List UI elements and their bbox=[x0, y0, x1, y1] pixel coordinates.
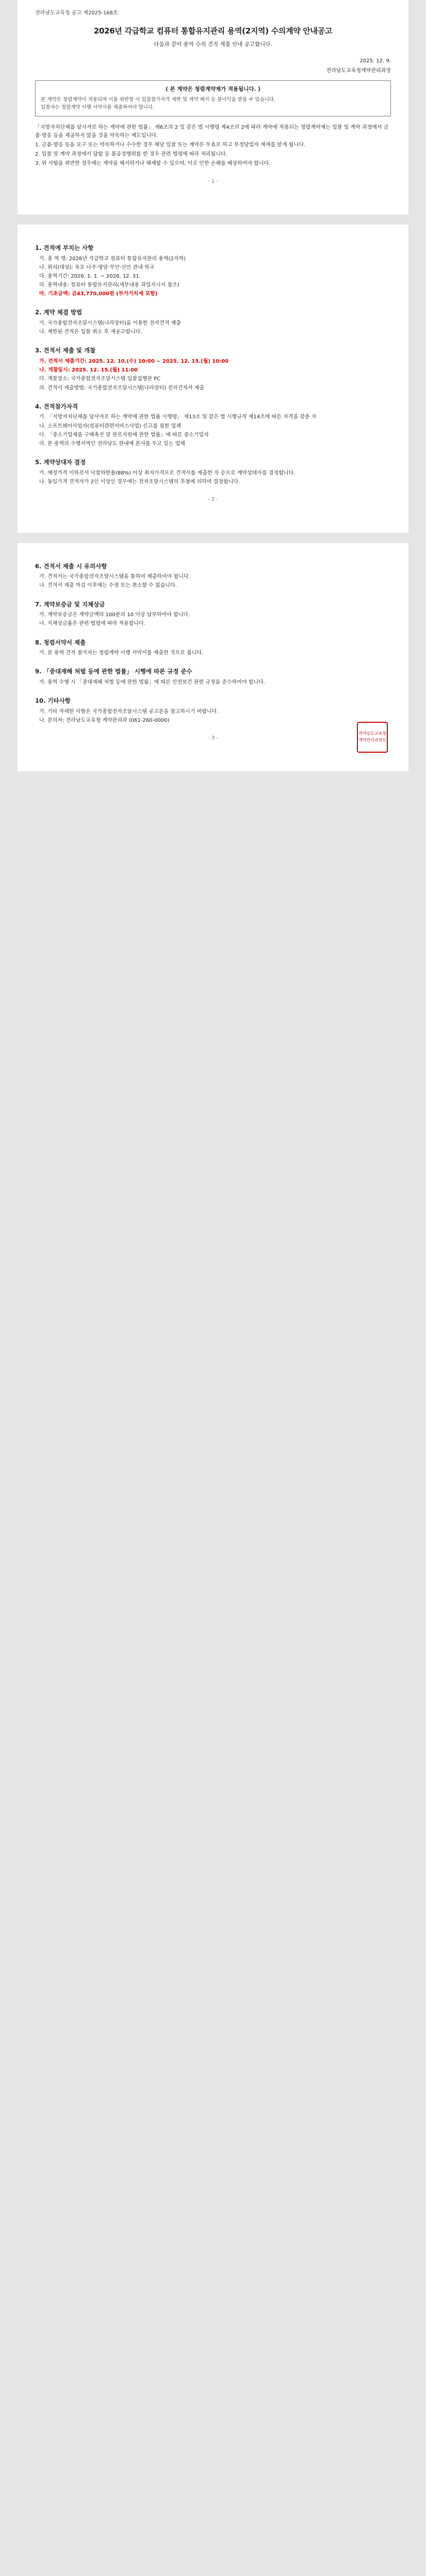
section-item: 마. 기초금액: 금43,770,000원 (부가가치세 포함) bbox=[39, 291, 158, 297]
section-item: 나. 문의처: 전라남도교육청 계약관리과 (061-260-0000) bbox=[39, 718, 170, 724]
section-title: 6. 견적서 제출 시 유의사항 bbox=[35, 562, 107, 570]
section-item: 다. 개찰장소: 국가종합전자조달시스템 입찰집행관 PC bbox=[39, 376, 161, 382]
organization: 전라남도교육청계약관리과장 bbox=[326, 67, 391, 74]
page-number: - 1 - bbox=[208, 178, 218, 184]
page-number: - 3 - bbox=[208, 735, 218, 741]
section-title: 1. 견적에 부치는 사항 bbox=[35, 244, 94, 251]
sections-part-2 bbox=[35, 562, 391, 725]
section-item: 가. 본 용역 견적 참가자는 청렴계약 이행 서약서를 제출한 것으로 봅니다. bbox=[39, 650, 204, 656]
section-item: 나. 소프트웨어사업자(컴퓨터관련서비스사업) 신고를 필한 업체 bbox=[39, 423, 181, 429]
date: 2025. 12. 9. bbox=[359, 58, 391, 64]
document-title: 2026년 각급학교 컴퓨터 통합유지관리 용역(2지역) 수의계약 안내공고 bbox=[93, 26, 333, 36]
document-page bbox=[18, 0, 408, 214]
section-item: 가. 기타 자세한 사항은 국가종합전자조달시스템 공고문을 참고하시기 바랍니다. bbox=[39, 708, 219, 715]
section-item: 라. 견적서 제출방법: 국가종합전자조달시스템(나라장터) 전자견적서 제출 bbox=[39, 385, 205, 391]
section-title: 2. 계약 체결 방법 bbox=[35, 309, 83, 316]
intro-paragraph: 「지방자치단체를 당사자로 하는 계약에 관한 법률」 제6조의 2 및 같은 법 시행령 제4조의 2에 따라 계약에 적용되는 청렴계약제는 입찰 및 계약 과정에서 금품·향응 등을 제공하지 않을 것을 약속하는 제도입니다. bbox=[35, 124, 389, 139]
intro-paragraphs bbox=[35, 124, 391, 168]
page-separator bbox=[0, 214, 426, 225]
section-item: 가. 견적서는 국가종합전자조달시스템을 통하여 제출하여야 합니다. bbox=[39, 574, 190, 580]
sections-part-1 bbox=[35, 243, 391, 486]
section-item: 나. 동일가격 견적자가 2인 이상인 경우에는 전자조달시스템의 추첨에 의하여 결정합니다. bbox=[39, 479, 240, 485]
section-item: 나. 개찰일시: 2025. 12. 15.(월) 11:00 bbox=[39, 367, 138, 374]
official-seal: 전라남도교육청계약관리과장인 bbox=[357, 722, 388, 753]
intro-paragraph: 1. 금품·향응 등을 요구 또는 약속하거나 수수한 경우 해당 입찰 또는 계약은 무효로 하고 부정당업자 제재를 받게 됩니다. bbox=[35, 142, 305, 148]
section-item: 다. 용역기간: 2026. 1. 1. ~ 2026. 12. 31. bbox=[39, 273, 141, 279]
section-title: 4. 견적참가자격 bbox=[35, 402, 78, 410]
section-item: 다. 「중소기업제품 구매촉진 및 판로지원에 관한 법률」에 따른 중소기업자 bbox=[39, 432, 209, 438]
notice-number: 전라남도교육청 공고 제2025-168호 bbox=[35, 10, 118, 16]
integrity-contract-box bbox=[35, 80, 391, 116]
document-page bbox=[18, 543, 408, 771]
page-number: - 2 - bbox=[208, 497, 218, 503]
section-item: 가. 용역 수행 시 「중대재해 처벌 등에 관한 법률」에 따른 안전보건 관련 규정을 준수하여야 합니다. bbox=[39, 680, 265, 686]
intro-paragraph: 3. 위 사항을 위반한 경우에는 계약을 해지하거나 해제할 수 있으며, 이로 인한 손해를 배상하여야 합니다. bbox=[35, 161, 271, 167]
section-title: 8. 청렴서약서 제출 bbox=[35, 638, 86, 646]
page-separator bbox=[0, 533, 426, 543]
section-item: 나. 지체상금률은 관련 법령에 따라 적용합니다. bbox=[39, 621, 145, 627]
intro-paragraph: 2. 입찰 및 계약 과정에서 담합 등 불공정행위를 한 경우 관련 법령에 따라 처리됩니다. bbox=[35, 151, 227, 158]
section-item: 라. 본 용역의 수행지역인 전라남도 관내에 본사를 두고 있는 업체 bbox=[39, 441, 185, 447]
section-item: 가. 국가종합전자조달시스템(나라장터)을 이용한 전자견적 제출 bbox=[39, 320, 181, 327]
section-item: 가. 용 역 명: 2026년 각급학교 컴퓨터 통합유지관리 용역(2지역) bbox=[39, 256, 186, 262]
section-title: 3. 견적서 제출 및 개찰 bbox=[35, 347, 96, 354]
section-item: 가. 「지방자치단체를 당사자로 하는 계약에 관한 법률 시행령」 제13조 및 같은 법 시행규칙 제14조에 따른 자격을 갖춘 자 bbox=[39, 414, 317, 420]
section-item: 가. 예정가격 이하로서 낙찰하한율(88%) 이상 최저가격으로 견적서를 제출한 자 순으로 계약상대자를 결정합니다. bbox=[39, 470, 296, 476]
integrity-item: 입찰자는 청렴계약 이행 서약서를 제출하여야 합니다. bbox=[41, 105, 155, 111]
section-title: 9. 「중대재해 처벌 등에 관한 법률」 시행에 따른 규정 준수 bbox=[35, 668, 192, 675]
section-title: 10. 기타사항 bbox=[35, 697, 71, 705]
integrity-title: ( 본 계약은 청렴계약제가 적용됩니다. ) bbox=[165, 86, 260, 92]
section-item: 가. 견적서 제출기간: 2025. 12. 10.(수) 10:00 ~ 2025. 12. 15.(월) 10:00 bbox=[39, 359, 229, 365]
integrity-item: 본 계약은 청렴계약이 적용되며 이를 위반할 시 입찰참가자격 제한 및 계약 해지 등 불이익을 받을 수 있습니다. bbox=[41, 96, 276, 103]
section-title: 7. 계약보증금 및 지체상금 bbox=[35, 600, 105, 608]
section-item: 나. 견적서 제출 마감 이후에는 수정 또는 취소할 수 없습니다. bbox=[39, 583, 177, 589]
section-item: 가. 계약보증금은 계약금액의 100분의 10 이상 납부하여야 합니다. bbox=[39, 612, 190, 618]
section-item: 나. 제한된 견적은 입찰 취소 후 재공고합니다. bbox=[39, 329, 142, 335]
section-title: 5. 계약상대자 결정 bbox=[35, 459, 86, 466]
intro-text: 다음과 같이 용역 수의 견적 제출 안내 공고합니다. bbox=[154, 41, 272, 48]
section-item: 라. 용역내용: 컴퓨터 통합유지관리(세부내용 과업지시서 참조) bbox=[39, 282, 179, 289]
document-page bbox=[18, 225, 408, 533]
section-item: 나. 위치(대상): 목포·나주·영암·무안·신안 관내 학교 bbox=[39, 264, 155, 270]
